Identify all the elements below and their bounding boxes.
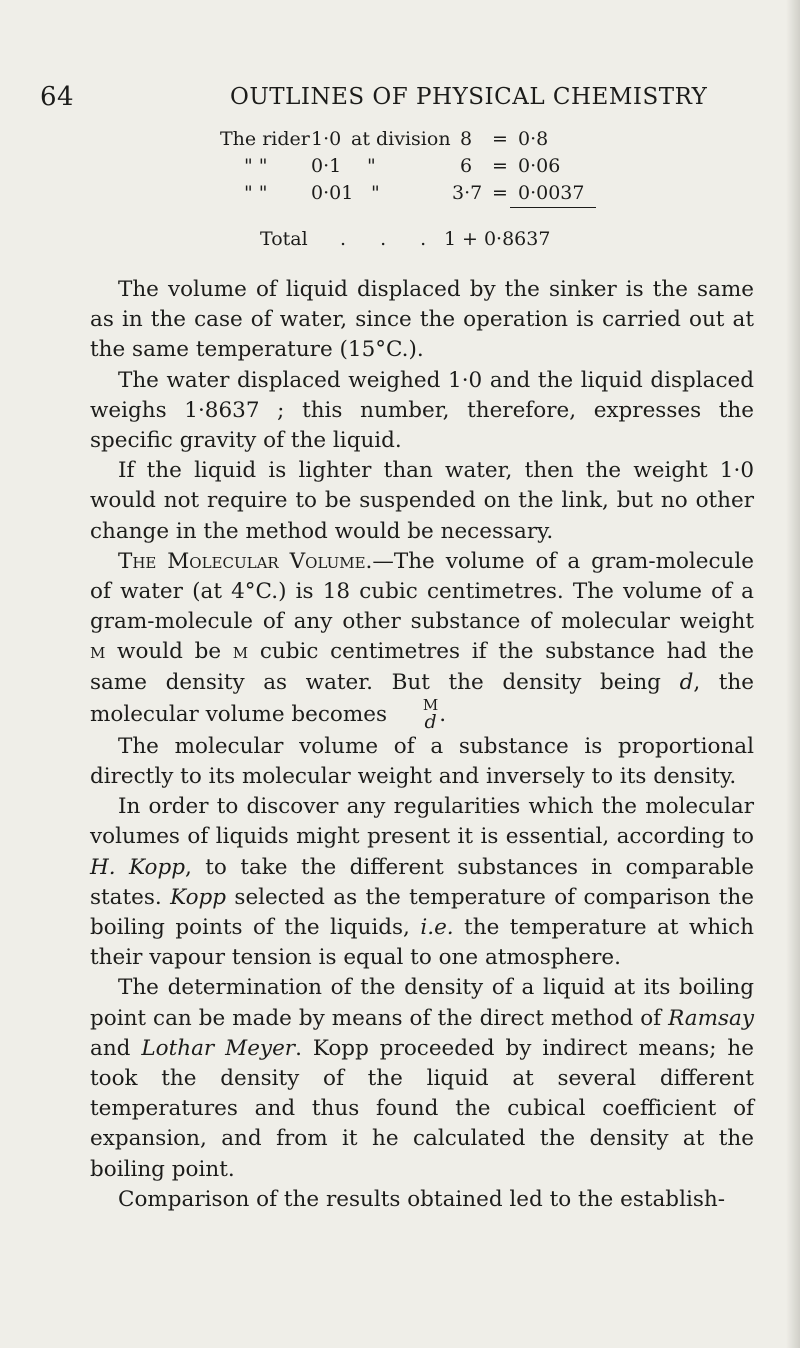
plus-sign: +	[462, 228, 478, 250]
author-name: H. Kopp	[90, 854, 185, 880]
division: 3·7	[452, 182, 483, 204]
page-number: 64	[40, 82, 75, 112]
rider-weight: 0·1	[311, 155, 342, 177]
paragraph: The molecular volume of a substance is proportional directly to its molecular weight and inversely to its density.	[90, 733, 754, 790]
body-text	[90, 275, 754, 1215]
total-integer: 1	[444, 228, 457, 250]
row-lead: The rider	[220, 128, 310, 150]
paragraph: The water displaced weighed 1·0 and the liquid displaced weighs 1·8637 ; this number, therefore, expresses the specific gravity of the liquid.	[90, 367, 754, 454]
row-at: "	[367, 155, 376, 177]
fraction-denominator: d	[424, 710, 437, 733]
total-value	[462, 226, 550, 253]
symbol-m: m	[232, 639, 249, 665]
total-label: Total	[260, 228, 308, 250]
row-at: "	[371, 182, 380, 204]
division: 6	[460, 155, 473, 177]
row-lead: " "	[244, 182, 268, 204]
equals-sign: =	[492, 182, 508, 204]
rider-table	[220, 126, 640, 250]
paragraph: In order to discover any regularities which the molecular volumes of liquids might present it is essential, according to H. Kopp, to take the different substances in comparable states. Kopp selected as the temperature of comparison the boiling points of the liquids, i.e. the temperature at which their vapour tension is equal to one atmosphere.	[90, 794, 755, 971]
equals-sign: =	[492, 155, 508, 177]
symbol-m: m	[90, 639, 106, 665]
table-row	[220, 180, 640, 207]
author-name: Lothar Meyer	[141, 1035, 296, 1061]
page-edge-shadow	[786, 0, 800, 1348]
table-row	[220, 126, 640, 153]
rider-weight: 1·0	[311, 128, 342, 150]
row-value: 0·06	[518, 155, 561, 177]
author-name: Ramsay	[668, 1005, 754, 1031]
total-fraction: 0·8637	[483, 228, 551, 250]
fraction-m-over-d	[395, 695, 439, 733]
abbreviation: i.e.	[420, 915, 454, 941]
paragraph: The volume of liquid displaced by the sinker is the same as in the case of water, since the operation is carried out at the same temperature (15°C.).	[90, 277, 754, 363]
author-name: Kopp	[170, 884, 227, 910]
row-lead: " "	[244, 155, 268, 177]
symbol-d: d	[679, 669, 694, 695]
row-at: at division	[351, 128, 451, 150]
rider-weight: 0·01	[311, 182, 354, 204]
leader-dots: . . .	[340, 228, 441, 250]
fraction-numerator: M	[422, 695, 439, 714]
sum-rule	[510, 207, 596, 208]
division: 8	[460, 128, 473, 150]
paragraph: The Molecular Volume.—The volume of a gram-molecule of water (at 4°C.) is 18 cubic centimetres. The volume of a gram-molecule of any other substance of molecular weight m would be m cubic centimetres if the substance had the same density as water. But the density being d, the molecular volume becomes M d .	[90, 548, 754, 733]
row-value: 0·8	[518, 128, 549, 150]
paragraph: If the liquid is lighter than water, then the weight 1·0 would not require to be suspended on the link, but no other change in the method would be necessary.	[90, 458, 754, 544]
equals-sign: =	[492, 128, 508, 150]
table-row	[220, 153, 640, 180]
paragraph: Comparison of the results obtained led to the establish-	[118, 1186, 725, 1212]
row-value: 0·0037	[518, 182, 585, 204]
running-title: OUTLINES OF PHYSICAL CHEMISTRY	[230, 84, 708, 110]
total-row	[260, 226, 680, 253]
section-heading: The Molecular Volume.	[118, 548, 373, 574]
paragraph: The determination of the density of a liquid at its boiling point can be made by means of the direct method of Ramsay and Lothar Meyer. Kopp proceeded by indirect means; he took the density of the liquid at several different temperatures and thus found the cubical coefficient of expansion, and from it he calculated the density at the boiling point.	[90, 975, 754, 1182]
